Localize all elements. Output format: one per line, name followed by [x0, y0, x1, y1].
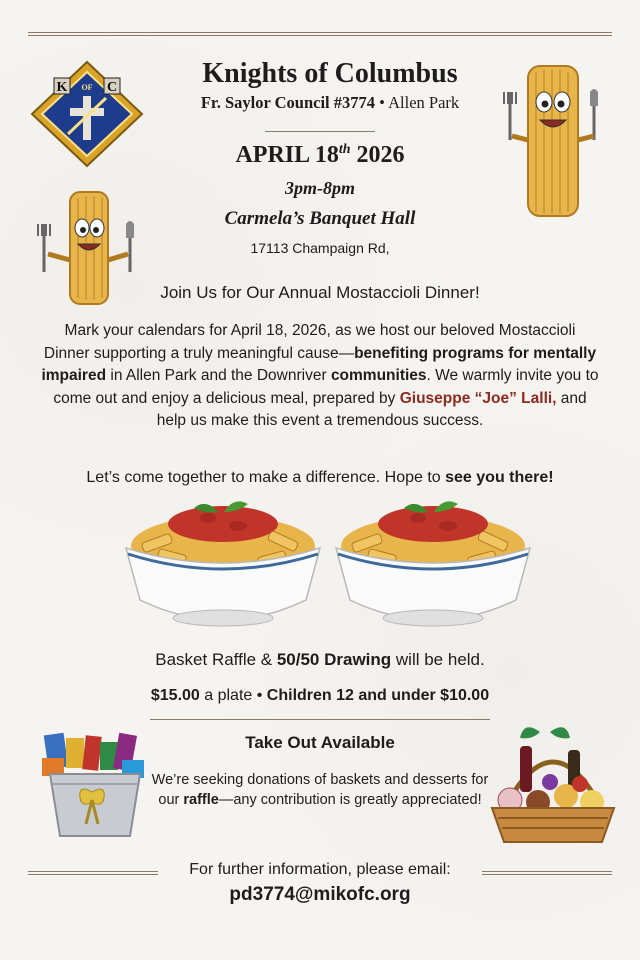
raffle-text-end: will be held.	[391, 650, 485, 669]
logo-letter-c: C	[106, 80, 118, 95]
together-line	[0, 469, 640, 487]
middle-rule-2	[150, 719, 490, 720]
donation-text-end: —any contribution is greatly appreciated!	[218, 792, 482, 808]
middle-rule-1	[265, 131, 375, 132]
logo-letter-of: OF	[81, 83, 93, 92]
pasta-bowl-left-icon	[118, 500, 328, 635]
invite-text-3: . We warmly invite you to come out and enjoy a delicious meal, prepared by	[53, 367, 599, 407]
event-address: 17113 Champaign Rd,	[250, 240, 390, 256]
event-date-suffix: th	[338, 142, 351, 157]
invite-text-1: Mark your calendars for April 18, 2026, as we host our beloved Mostaccioli Dinner supporting a truly meaningful cause—	[43, 322, 576, 362]
invite-text-2: in Allen Park and the Downriver	[106, 367, 331, 384]
child-price-label: Children 12 and under	[266, 687, 436, 704]
donation-request	[150, 770, 490, 810]
gift-basket-icon	[488, 722, 618, 850]
event-date	[170, 142, 470, 169]
logo-letter-k: K	[56, 80, 68, 95]
subtitle-separator: •	[375, 93, 389, 112]
together-bold: see you there!	[445, 469, 554, 486]
council-city: Allen Park	[388, 93, 460, 112]
child-price: $10.00	[435, 687, 490, 704]
adult-price-unit: a plate	[199, 687, 253, 704]
event-date-month-day: APRIL 18	[235, 142, 339, 168]
event-time: 3pm-8pm	[285, 178, 355, 198]
donation-text: We’re seeking donations of baskets and desserts for our	[151, 772, 489, 808]
gift-bucket-icon	[36, 730, 154, 848]
invite-paragraph	[40, 320, 600, 433]
council-subtitle	[140, 93, 520, 113]
kofc-emblem-icon	[28, 58, 146, 170]
invite-headline: Join Us for Our Annual Mostaccioli Dinner!	[160, 283, 480, 302]
raffle-bold: 50/50 Drawing	[276, 650, 392, 669]
contact-info: For further information, please email:	[189, 861, 451, 878]
invite-bold-1: benefiting programs for mentally impaired	[41, 344, 597, 384]
chef-name: Giuseppe “Joe” Lalli,	[399, 389, 557, 407]
together-text: Let’s come together to make a difference. Hope to	[86, 469, 446, 486]
price-separator: •	[252, 687, 267, 704]
takeout-heading: Take Out Available	[245, 733, 395, 752]
donation-bold: raffle	[183, 792, 219, 808]
org-title: Knights of Columbus	[202, 58, 458, 89]
raffle-text: Basket Raffle &	[155, 650, 277, 669]
event-date-year: 2026	[350, 142, 405, 168]
event-venue: Carmela’s Banquet Hall	[224, 208, 416, 229]
invite-bold-2: communities	[330, 367, 427, 384]
council-name: Fr. Saylor Council #3774	[200, 93, 376, 112]
contact-email[interactable]: pd3774@mikofc.org	[229, 884, 411, 905]
pasta-bowl-right-icon	[328, 500, 538, 635]
invite-text-4: and help us make this event a tremendous success.	[156, 389, 587, 429]
raffle-line	[0, 650, 640, 670]
top-rule	[28, 32, 612, 36]
price-line	[0, 687, 640, 705]
adult-price: $15.00	[150, 687, 200, 704]
